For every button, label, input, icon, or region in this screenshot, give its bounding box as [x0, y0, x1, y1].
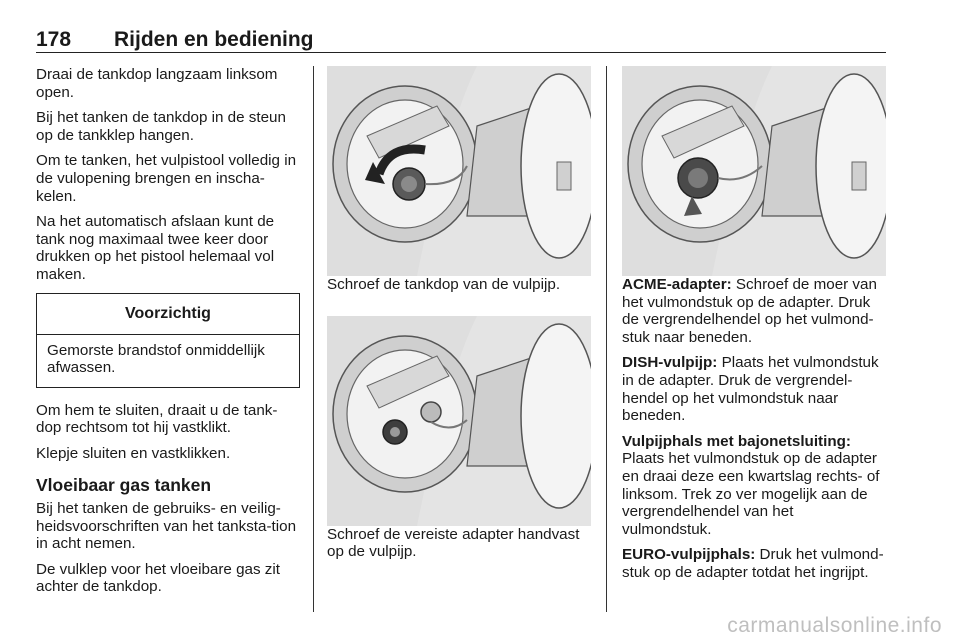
illustration-nozzle-adapter [622, 66, 886, 276]
paragraph: Om hem te sluiten, draait u de tank-dop rechtsom tot hij vastklikt. [36, 401, 278, 437]
euro-term: EURO-vulpijphals: [622, 546, 756, 564]
illustration-caption: Schroef de vereiste adapter handvast op de vulpijp. [327, 525, 580, 561]
caution-box [36, 293, 300, 388]
paragraph: Draai de tankdop langzaam linksom open. [36, 66, 278, 101]
illustration-caption: Schroef de tankdop van de vulpijp. [327, 276, 561, 293]
section-heading: Vloeibaar gas tanken [36, 474, 212, 495]
caution-body: Gemorste brandstof onmiddellijk afwassen. [47, 341, 265, 377]
dish-paragraph [622, 354, 886, 424]
paragraph: Om te tanken, het vulpistool volledig in de vulopening brengen en inscha-kelen. [36, 152, 297, 205]
column-divider [313, 66, 314, 612]
paragraph: Bij het tanken de tankdop in de steun op de tankklep hangen. [36, 109, 286, 144]
dish-term: DISH-vulpijp: [622, 354, 718, 372]
column-divider [606, 66, 607, 612]
page-title: Rijden en bediening [114, 28, 314, 51]
acme-term: ACME-adapter: [622, 276, 732, 293]
page-header [36, 26, 886, 53]
bayonet-text: Plaats het vulmondstuk op de adapter en draai deze een kwartslag rechts- of linksom. Trek zo ver mogelijk aan de vergrendelhendel van het vulmondstuk. [622, 450, 880, 538]
column-illustrations [327, 66, 591, 569]
illustration-attach-adapter [327, 316, 591, 526]
acme-paragraph [622, 276, 886, 346]
paragraph: Bij het tanken de gebruiks- en veilig-heidsvoorschriften van het tanksta-tion in acht nemen. [36, 500, 297, 553]
bayonet-term: Vulpijphals met bajonetsluiting: [622, 432, 851, 450]
watermark: carmanualsonline.info [727, 614, 942, 637]
bayonet-paragraph [622, 433, 886, 539]
column-adapter-types [622, 66, 886, 590]
column-text-left [36, 66, 300, 604]
paragraph: Na het automatisch afslaan kunt de tank nog maximaal twee keer door drukken op het pistool helemaal vol maken. [36, 213, 275, 283]
paragraph: Klepje sluiten en vastklikken. [36, 444, 231, 462]
illustration-remove-cap [327, 66, 591, 276]
paragraph: De vulklep voor het vloeibare gas zit achter de tankdop. [36, 560, 280, 596]
acme-text: Schroef de moer van het vulmondstuk op de adapter. Druk de vergrendelhendel op het vulmond-stuk naar beneden. [622, 276, 877, 346]
page-number: 178 [36, 28, 72, 51]
dish-text: Plaats het vulmondstuk in de adapter. Druk de vergrendel-hendel op het vulmondstuk naar beneden. [622, 354, 879, 425]
euro-text: Druk het vulmond-stuk op de adapter totdat het ingrijpt. [622, 546, 884, 581]
euro-paragraph [622, 546, 886, 581]
caution-title: Voorzichtig [37, 294, 299, 335]
